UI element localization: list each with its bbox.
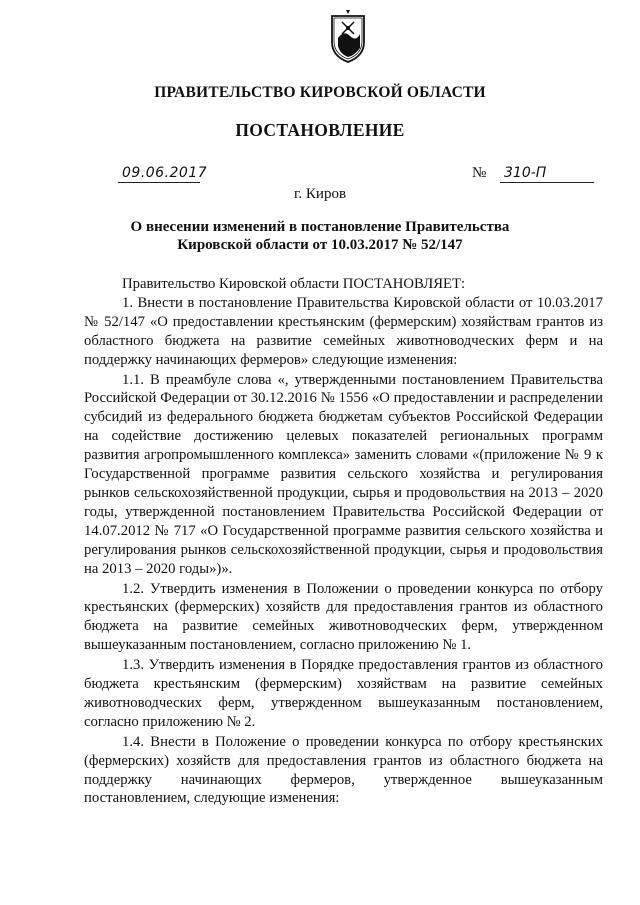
document-date: 09.06.2017 bbox=[118, 164, 200, 183]
city: г. Киров bbox=[293, 186, 347, 202]
paragraph-1: 1. Внести в постановление Правительства Кировской области от 10.03.2017 № 52/147 «О предоставлении крестьянским (фермерским) хозяйствам грантов из областного бюджета на развитие семейных животноводческих ферм и на поддержку начинающих фермеров» следующие изменения: bbox=[84, 294, 603, 368]
paragraph-1-3: 1.3. Утвердить изменения в Порядке предоставления грантов из областного бюджета крестьянским (фермерским) хозяйствам на развитие семейных животноводческих ферм, утвержденном вышеуказанным постановлением, согласно приложению № 2. bbox=[84, 657, 603, 730]
number-label: № bbox=[472, 165, 487, 181]
document-number: 310-П bbox=[500, 164, 594, 183]
document-body bbox=[84, 275, 603, 809]
organization-name: ПРАВИТЕЛЬСТВО КИРОВСКОЙ ОБЛАСТИ bbox=[154, 84, 486, 101]
coat-of-arms-icon bbox=[328, 8, 368, 64]
paragraph-1-2: 1.2. Утвердить изменения в Положении о проведении конкурса по отбору крестьянских (фермерских) хозяйств для предоставления грантов из областного бюджета на развитие семейных животноводческих ферм, утвержденном вышеуказанным постановлением, согласно приложению № 1. bbox=[84, 580, 603, 654]
document-title bbox=[100, 218, 540, 254]
title-line-2: Кировской области от 10.03.2017 № 52/147 bbox=[177, 237, 463, 253]
paragraph-1-4: 1.4. Внести в Положение о проведении конкурса по отбору крестьянских (фермерских) хозяйств для предоставления грантов из областного бюджета на поддержку начинающих фермеров, утвержденное вышеуказанным постановлением, следующие изменения: bbox=[84, 733, 603, 807]
document-type: ПОСТАНОВЛЕНИЕ bbox=[235, 120, 405, 140]
paragraph-preamble: Правительство Кировской области ПОСТАНОВЛЯЕТ: bbox=[122, 276, 466, 292]
paragraph-1-1: 1.1. В преамбуле слова «, утвержденными постановлением Правительства Российской Федерации от 30.12.2016 № 1556 «О предоставлении и распределении субсидий из федерального бюджета бюджетам субъектов Российской Федерации на содействие достижению целевых показателей региональных программ развития агропромышленного комплекса» заменить словами «(приложение № 9 к Государственной программе развития сельского хозяйства и регулирования рынков сельскохозяйственной продукции, сырья и продовольствия на 2013 – 2020 годы, утвержденной постановлением Правительства Российской Федерации от 14.07.2012 № 717 «О Государственной программе развития сельского хозяйства и регулирования рынков сельскохозяйственной продукции, сырья и продовольствия на 2013 – 2020 годы»)». bbox=[84, 371, 603, 577]
title-line-1: О внесении изменений в постановление Правительства bbox=[130, 219, 510, 235]
